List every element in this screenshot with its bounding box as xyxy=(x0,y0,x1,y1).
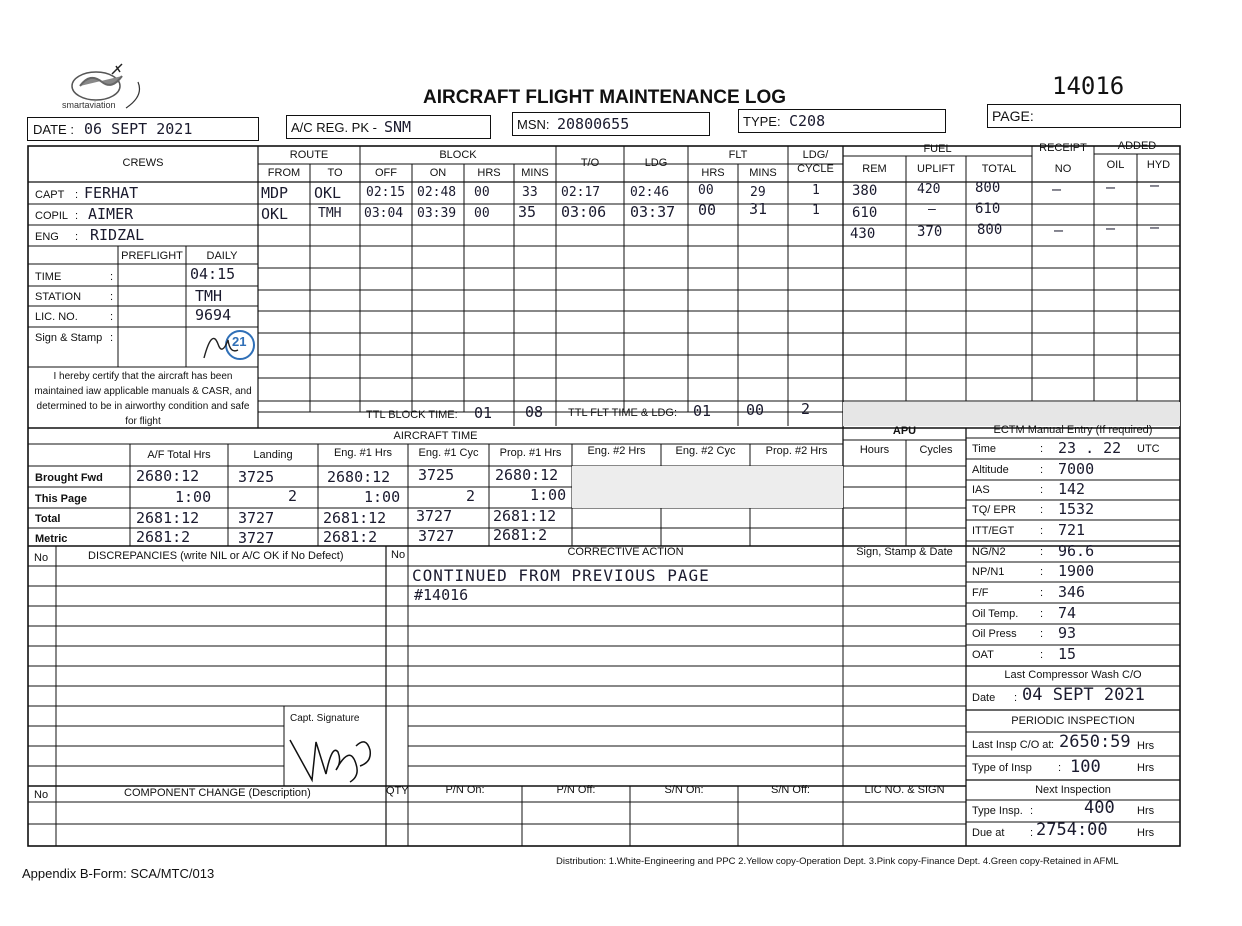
ectm-value-8: 74 xyxy=(1058,604,1077,622)
stamp-signature-icon xyxy=(200,328,256,366)
row1-cycle: 1 xyxy=(812,183,820,198)
due-unit: Hrs xyxy=(1137,827,1155,839)
uplift-header: UPLIFT xyxy=(917,163,955,175)
row3-hyd: — xyxy=(1150,218,1160,236)
tot-landing: 3727 xyxy=(238,509,275,527)
ectm-colon: : xyxy=(1040,464,1044,476)
bf-prop1-hrs: 2680:12 xyxy=(495,466,559,484)
met-eng1-hrs: 2681:2 xyxy=(323,528,378,546)
check-time-label: TIME xyxy=(35,271,62,283)
row1-rem: 380 xyxy=(852,183,878,199)
flt-mins-header: MINS xyxy=(749,167,777,179)
row2-rem: 610 xyxy=(852,205,878,221)
row-metric: Metric xyxy=(35,533,68,545)
row-this-page: This Page xyxy=(35,493,87,505)
row1-ldg: 02:46 xyxy=(630,185,670,200)
ectm-colon: : xyxy=(1040,484,1044,496)
check-sign-label: Sign & Stamp xyxy=(35,332,103,344)
oil-header: OIL xyxy=(1106,159,1125,171)
met-eng1-cyc: 3727 xyxy=(418,527,455,545)
ectm-label-5: NG/N2 xyxy=(972,546,1006,558)
bf-af-total: 2680:12 xyxy=(136,467,200,485)
row1-hyd: — xyxy=(1150,176,1160,194)
ectm-value-6: 1900 xyxy=(1058,562,1095,580)
row1-flt-mins: 29 xyxy=(750,185,766,200)
receipt-header: RECEIPT xyxy=(1039,142,1087,154)
row2-cycle: 1 xyxy=(812,203,820,218)
col-landing: Landing xyxy=(253,449,293,461)
capt-signature-label: Capt. Signature xyxy=(290,713,360,724)
to-time-header: T/O xyxy=(580,157,600,169)
ectm-colon: : xyxy=(1040,546,1044,558)
ectm-colon: : xyxy=(1040,587,1044,599)
row3-rem: 430 xyxy=(850,226,876,242)
distribution-text: Distribution: 1.White-Engineering and PPC 2.Yellow copy-Operation Dept. 3.Pink copy-Finance Dept. 4.Green copy-Retained in AFML xyxy=(556,856,1119,867)
row2-on: 03:39 xyxy=(417,206,457,221)
corrective-title: CORRECTIVE ACTION xyxy=(567,546,684,558)
check-lic-label: LIC. NO. xyxy=(35,311,78,323)
row2-mins: 35 xyxy=(518,203,537,221)
comp-sn-off: S/N Off: xyxy=(771,784,810,796)
row1-total: 800 xyxy=(975,180,1001,196)
signature-scribble-icon xyxy=(286,722,384,786)
bf-eng1-hrs: 2680:12 xyxy=(327,468,391,486)
msn-value: 20800655 xyxy=(557,115,630,133)
disc-no-label: No xyxy=(34,552,49,564)
row2-hrs: 00 xyxy=(474,206,490,221)
col-prop1-hrs: Prop. #1 Hrs xyxy=(499,447,562,459)
check-time-value: 04:15 xyxy=(190,265,236,283)
capt-signature xyxy=(286,722,384,791)
check-station-label: STATION xyxy=(35,291,82,303)
hyd-header: HYD xyxy=(1146,159,1171,171)
ectm-value-5: 96.6 xyxy=(1058,542,1095,560)
ttl-block-label: TTL BLOCK TIME: xyxy=(366,409,458,421)
bf-eng1-cyc: 3725 xyxy=(418,466,455,484)
row3-receipt: — xyxy=(1054,221,1064,239)
met-af-total: 2681:2 xyxy=(136,528,191,546)
flt-hrs-header: HRS xyxy=(701,167,725,179)
fuel-header: FUEL xyxy=(923,143,952,155)
receipt-no-header: NO xyxy=(1054,163,1072,175)
msn-label: MSN: xyxy=(517,117,550,132)
crews-header: CREWS xyxy=(122,157,164,169)
ttl-block-mins: 08 xyxy=(525,403,544,421)
row1-from: MDP xyxy=(261,184,289,202)
tp-af-total: 1:00 xyxy=(175,488,212,506)
ttl-block-hrs: 01 xyxy=(474,404,493,422)
block-mins-header: MINS xyxy=(521,167,549,179)
preflight-header: PREFLIGHT xyxy=(121,250,183,262)
last-insp-value: 2650:59 xyxy=(1059,732,1131,752)
periodic-title: PERIODIC INSPECTION xyxy=(1011,715,1135,727)
aircraft-time-title: AIRCRAFT TIME xyxy=(393,430,478,442)
next-type-unit: Hrs xyxy=(1137,805,1155,817)
wash-date-value: 04 SEPT 2021 xyxy=(1022,685,1145,705)
row1-off: 02:15 xyxy=(366,185,406,200)
next-insp-title: Next Inspection xyxy=(1035,784,1111,796)
tot-prop1-hrs: 2681:12 xyxy=(493,507,557,525)
col-eng1-cyc: Eng. #1 Cyc xyxy=(418,447,479,459)
ectm-colon: : xyxy=(1040,525,1044,537)
ectm-label-0: Time xyxy=(972,443,997,455)
daily-header: DAILY xyxy=(206,250,238,262)
row1-oil: — xyxy=(1106,178,1116,196)
row1-receipt: — xyxy=(1052,180,1062,198)
disc-title: DISCREPANCIES (write NIL or A/C OK if No Defect) xyxy=(88,550,344,562)
ectm-label-8: Oil Temp. xyxy=(972,608,1019,620)
tot-eng1-cyc: 3727 xyxy=(416,507,453,525)
bf-landing: 3725 xyxy=(238,468,275,486)
crew-copil-name: AIMER xyxy=(88,205,134,223)
ttl-flt-label: TTL FLT TIME & LDG: xyxy=(568,407,678,419)
ectm-label-10: OAT xyxy=(972,649,994,661)
ectm-colon: : xyxy=(1040,443,1044,455)
flt-header: FLT xyxy=(728,149,748,161)
ectm-value-0: 23 . 22 xyxy=(1058,439,1122,457)
check-station-value: TMH xyxy=(195,287,223,305)
row2-uplift: — xyxy=(928,202,936,217)
col-prop2-hrs: Prop. #2 Hrs xyxy=(765,445,828,457)
due-value: 2754:00 xyxy=(1036,820,1108,840)
comp-pn-off: P/N Off: xyxy=(556,784,596,796)
crew-copil-label: COPIL xyxy=(35,210,69,222)
type-value: C208 xyxy=(789,112,826,130)
tp-prop1-hrs: 1:00 xyxy=(530,486,567,504)
block-header: BLOCK xyxy=(439,149,477,161)
total-header: TOTAL xyxy=(981,163,1017,175)
apu-hours: Hours xyxy=(859,444,890,456)
wash-date-label: Date xyxy=(972,692,996,704)
comp-qty: QTY xyxy=(386,785,409,797)
ectm-title: ECTM Manual Entry (If required) xyxy=(993,424,1153,436)
ldg-cycle-header-2: CYCLE xyxy=(797,163,834,175)
row2-flt-mins: 31 xyxy=(749,200,768,218)
ectm-colon: : xyxy=(1040,649,1044,661)
apu-cycles: Cycles xyxy=(919,444,953,456)
col-eng2-hrs: Eng. #2 Hrs xyxy=(587,445,646,457)
met-prop1-hrs: 2681:2 xyxy=(493,526,548,544)
stamp-text: 21 xyxy=(232,334,247,349)
ectm-value-7: 346 xyxy=(1058,583,1086,601)
tot-eng1-hrs: 2681:12 xyxy=(323,509,387,527)
row1-flt-hrs: 00 xyxy=(698,183,714,198)
route-header: ROUTE xyxy=(289,149,329,161)
met-landing: 3727 xyxy=(238,529,275,547)
form-title: AIRCRAFT FLIGHT MAINTENANCE LOG xyxy=(423,87,787,108)
ttl-flt-hrs: 01 xyxy=(693,402,712,420)
row2-off: 03:04 xyxy=(364,206,404,221)
reg-label: A/C REG. PK - xyxy=(291,120,377,135)
tp-eng1-hrs: 1:00 xyxy=(364,488,401,506)
to-header: TO xyxy=(327,167,343,179)
page-label: PAGE: xyxy=(992,108,1034,124)
block-hrs-header: HRS xyxy=(477,167,501,179)
ldg-cycle-header-1: LDG/ xyxy=(802,149,829,161)
ectm-label-6: NP/N1 xyxy=(972,566,1005,578)
sign-stamp-title: Sign, Stamp & Date xyxy=(856,546,953,558)
ttl-flt-mins: 00 xyxy=(746,401,765,419)
comp-sn-on: S/N On: xyxy=(664,784,704,796)
comp-title: COMPONENT CHANGE (Description) xyxy=(124,787,311,799)
corrective-line1: CONTINUED FROM PREVIOUS PAGE xyxy=(412,566,710,585)
ectm-label-4: ITT/EGT xyxy=(972,525,1015,537)
date-value: 06 SEPT 2021 xyxy=(84,120,193,138)
crew-capt-label: CAPT xyxy=(35,189,65,201)
comp-pn-on: P/N On: xyxy=(445,784,485,796)
appendix-text: Appendix B-Form: SCA/MTC/013 xyxy=(22,866,215,881)
ectm-unit-0: UTC xyxy=(1137,443,1160,455)
ectm-value-2: 142 xyxy=(1058,480,1086,498)
ectm-colon: : xyxy=(1040,608,1044,620)
apu-title: APU xyxy=(892,425,917,437)
log-number: 14016 xyxy=(1052,72,1125,100)
corr-no-label: No xyxy=(391,549,406,561)
daily-stamp xyxy=(200,328,256,366)
ectm-label-2: IAS xyxy=(972,484,990,496)
ectm-colon: : xyxy=(1040,504,1044,516)
row2-ldg: 03:37 xyxy=(630,203,676,221)
ectm-value-4: 721 xyxy=(1058,521,1086,539)
certify-text: I hereby certify that the aircraft has been maintained iaw applicable manuals & CASR, and determined to be in airworthy condition and safe for flight xyxy=(34,371,252,427)
type-insp-unit: Hrs xyxy=(1137,762,1155,774)
row1-uplift: 420 xyxy=(917,182,941,197)
ectm-colon: : xyxy=(1040,628,1044,640)
last-insp-unit: Hrs xyxy=(1137,740,1155,752)
ectm-value-9: 93 xyxy=(1058,624,1077,642)
next-type-value: 400 xyxy=(1084,798,1115,818)
ectm-label-3: TQ/ EPR xyxy=(972,504,1017,516)
date-label: DATE : xyxy=(33,122,74,137)
tot-af-total: 2681:12 xyxy=(136,509,200,527)
row3-uplift: 370 xyxy=(917,224,943,240)
ectm-label-1: Altitude xyxy=(972,464,1009,476)
row1-to-time: 02:17 xyxy=(561,185,601,200)
type-label: TYPE: xyxy=(743,114,781,129)
row1-mins: 33 xyxy=(522,185,538,200)
comp-no-label: No xyxy=(34,789,49,801)
row1-on: 02:48 xyxy=(417,185,457,200)
col-eng1-hrs: Eng. #1 Hrs xyxy=(333,447,393,459)
row3-total: 800 xyxy=(977,222,1003,238)
tp-landing: 2 xyxy=(288,487,298,505)
comp-lic: LIC NO. & SIGN xyxy=(864,784,945,796)
logo-text: smartaviation xyxy=(62,100,116,110)
row-brought-fwd: Brought Fwd xyxy=(35,472,103,484)
row2-to-time: 03:06 xyxy=(561,203,607,221)
corrective-line2: #14016 xyxy=(414,586,469,604)
off-header: OFF xyxy=(375,167,397,179)
next-type-label: Type Insp. xyxy=(972,805,1023,817)
ttl-ldg: 2 xyxy=(801,400,811,418)
ectm-value-3: 1532 xyxy=(1058,500,1095,518)
row2-from: OKL xyxy=(261,205,289,223)
from-header: FROM xyxy=(267,167,301,179)
last-insp-label: Last Insp C/O at xyxy=(972,739,1052,751)
ectm-value-10: 15 xyxy=(1058,645,1077,663)
crew-eng-label: ENG xyxy=(35,231,59,243)
ectm-value-1: 7000 xyxy=(1058,460,1095,478)
row1-to: OKL xyxy=(314,184,342,202)
added-header: ADDED xyxy=(1117,140,1157,152)
ectm-colon: : xyxy=(1040,566,1044,578)
check-lic-value: 9694 xyxy=(195,306,232,324)
rem-header: REM xyxy=(862,163,887,175)
ectm-label-9: Oil Press xyxy=(972,628,1017,640)
col-eng2-cyc: Eng. #2 Cyc xyxy=(675,445,736,457)
ectm-label-7: F/F xyxy=(972,587,989,599)
crew-capt-name: FERHAT xyxy=(84,184,139,202)
row3-oil: — xyxy=(1106,219,1116,237)
due-label: Due at xyxy=(972,827,1005,839)
col-af-total: A/F Total Hrs xyxy=(147,449,211,461)
type-insp-label: Type of Insp xyxy=(972,762,1032,774)
ldg-header: LDG xyxy=(644,157,668,169)
row2-to: TMH xyxy=(318,206,342,221)
row2-flt-hrs: 00 xyxy=(698,201,717,219)
row2-total: 610 xyxy=(975,201,1001,217)
on-header: ON xyxy=(429,167,447,179)
type-insp-value: 100 xyxy=(1070,757,1101,777)
tp-eng1-cyc: 2 xyxy=(466,487,476,505)
reg-value: SNM xyxy=(384,118,412,136)
crew-eng-name: RIDZAL xyxy=(90,226,145,244)
wash-title: Last Compressor Wash C/O xyxy=(1004,669,1142,681)
row-total: Total xyxy=(35,513,61,525)
row1-hrs: 00 xyxy=(474,185,490,200)
